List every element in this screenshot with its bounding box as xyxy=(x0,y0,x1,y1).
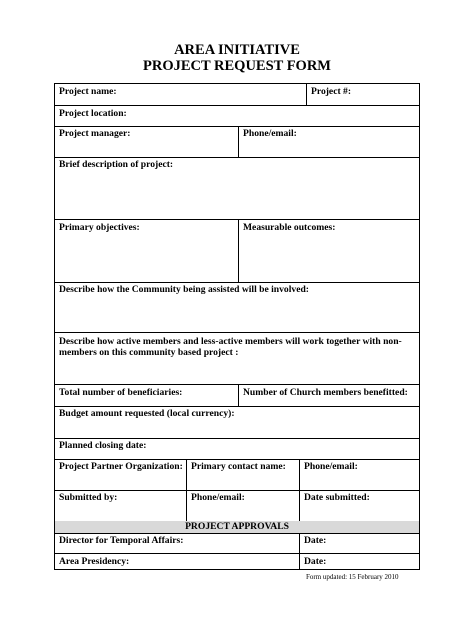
community-involvement-label: Describe how the Community being assisted will be involved: xyxy=(59,284,309,295)
project-name-label: Project name: xyxy=(59,86,117,97)
column-divider xyxy=(238,219,239,282)
approvals-header-title: PROJECT APPROVALS xyxy=(185,521,289,532)
director-temporal-affairs-label: Director for Temporal Affairs: xyxy=(59,535,184,546)
column-divider xyxy=(238,126,239,157)
partner-phone-email-label: Phone/email: xyxy=(304,461,358,472)
submitted-by-label: Submitted by: xyxy=(59,492,118,503)
project-manager-label: Project manager: xyxy=(59,128,131,139)
column-divider xyxy=(299,459,300,521)
budget-amount-label: Budget amount requested (local currency): xyxy=(59,408,235,419)
form-updated-note: Form updated: 15 February 2010 xyxy=(306,573,399,581)
row-divider xyxy=(55,332,419,333)
column-divider xyxy=(306,84,307,105)
row-divider xyxy=(55,384,419,385)
total-beneficiaries-label: Total number of beneficiaries: xyxy=(59,387,183,398)
measurable-outcomes-label: Measurable outcomes: xyxy=(243,222,336,233)
members-work-together-label: Describe how active members and less-active members will work together with non-members on this community based project : xyxy=(59,336,402,358)
form-title-line1: AREA INITIATIVE xyxy=(174,42,300,58)
presidency-date-label: Date: xyxy=(304,556,327,567)
row-divider xyxy=(55,533,419,534)
row-divider xyxy=(55,406,419,407)
brief-description-label: Brief description of project: xyxy=(59,159,174,170)
project-location-label: Project location: xyxy=(59,108,127,119)
column-divider xyxy=(299,533,300,570)
row-divider xyxy=(55,126,419,127)
column-divider xyxy=(186,459,187,521)
partner-organization-label: Project Partner Organization: xyxy=(59,461,183,472)
request-form-table xyxy=(54,83,420,570)
primary-objectives-label: Primary objectives: xyxy=(59,222,140,233)
row-divider xyxy=(55,157,419,158)
date-submitted-label: Date submitted: xyxy=(304,492,370,503)
row-divider xyxy=(55,219,419,220)
row-divider xyxy=(55,105,419,106)
submitter-phone-email-label: Phone/email: xyxy=(191,492,245,503)
phone-email-label: Phone/email: xyxy=(243,128,297,139)
row-divider xyxy=(55,459,419,460)
column-divider xyxy=(238,384,239,406)
row-divider xyxy=(55,438,419,439)
planned-closing-date-label: Planned closing date: xyxy=(59,440,147,451)
row-divider xyxy=(55,553,419,554)
row-divider xyxy=(55,490,419,491)
church-members-benefitted-label: Number of Church members benefitted: xyxy=(243,387,408,398)
row-divider xyxy=(55,282,419,283)
project-number-label: Project #: xyxy=(311,86,352,97)
area-presidency-label: Area Presidency: xyxy=(59,556,130,567)
primary-contact-name-label: Primary contact name: xyxy=(191,461,286,472)
form-title-line2: PROJECT REQUEST FORM xyxy=(143,58,331,74)
director-date-label: Date: xyxy=(304,535,327,546)
